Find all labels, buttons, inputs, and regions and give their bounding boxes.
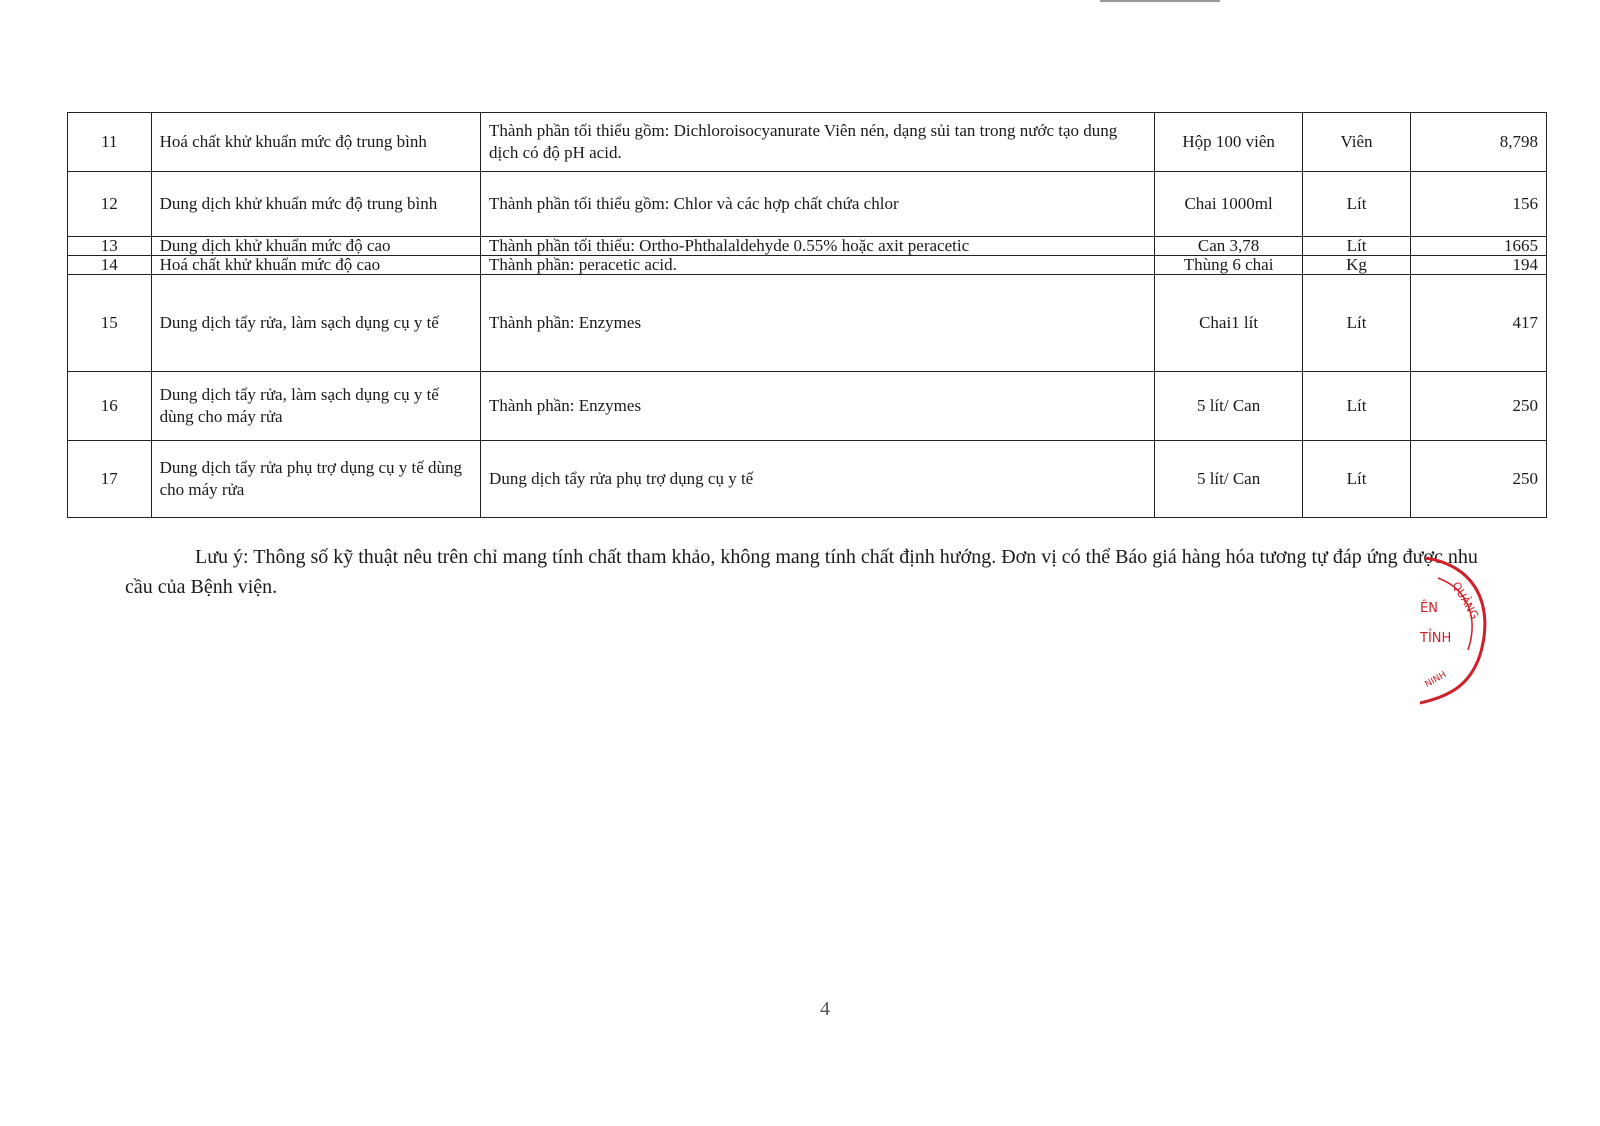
row-number: 16 xyxy=(68,372,152,441)
unit: Lít xyxy=(1303,237,1411,256)
table-row xyxy=(68,256,1547,275)
packaging: Chai 1000ml xyxy=(1155,172,1303,237)
unit: Lít xyxy=(1303,372,1411,441)
technical-spec: Thành phần: peracetic acid. xyxy=(481,256,1155,275)
table-row xyxy=(68,172,1547,237)
product-name: Hoá chất khử khuẩn mức độ cao xyxy=(151,256,480,275)
technical-spec: Thành phần tối thiểu gồm: Dichloroisocyanurate Viên nén, dạng sủi tan trong nước tạo dung dịch có độ pH acid. xyxy=(481,113,1155,172)
packaging: 5 lít/ Can xyxy=(1155,441,1303,518)
unit: Kg xyxy=(1303,256,1411,275)
unit: Lít xyxy=(1303,275,1411,372)
product-spec-table xyxy=(67,112,1547,518)
row-number: 15 xyxy=(68,275,152,372)
unit: Viên xyxy=(1303,113,1411,172)
product-name: Dung dịch khử khuẩn mức độ trung bình xyxy=(151,172,480,237)
svg-text:ÊN: ÊN xyxy=(1420,601,1438,616)
technical-spec: Thành phần tối thiểu: Ortho-Phthalaldehyde 0.55% hoặc axit peracetic xyxy=(481,237,1155,256)
row-number: 17 xyxy=(68,441,152,518)
packaging: Chai1 lít xyxy=(1155,275,1303,372)
unit: Lít xyxy=(1303,172,1411,237)
table-row xyxy=(68,275,1547,372)
quantity: 250 xyxy=(1410,441,1546,518)
technical-spec: Dung dịch tẩy rửa phụ trợ dụng cụ y tế xyxy=(481,441,1155,518)
row-number: 14 xyxy=(68,256,152,275)
reference-note: Lưu ý: Thông số kỹ thuật nêu trên chỉ mang tính chất tham khảo, không mang tính chất định hướng. Đơn vị có thể Báo giá hàng hóa tương tự đáp ứng được nhu cầu của Bệnh viện. xyxy=(125,546,1478,598)
product-name: Dung dịch khử khuẩn mức độ cao xyxy=(151,237,480,256)
svg-text:NINH: NINH xyxy=(1423,669,1449,691)
product-name: Hoá chất khử khuẩn mức độ trung bình xyxy=(151,113,480,172)
quantity: 156 xyxy=(1410,172,1546,237)
table-row xyxy=(68,113,1547,172)
packaging: Can 3,78 xyxy=(1155,237,1303,256)
row-number: 11 xyxy=(68,113,152,172)
row-number: 13 xyxy=(68,237,152,256)
quantity: 1665 xyxy=(1410,237,1546,256)
row-number: 12 xyxy=(68,172,152,237)
table-row xyxy=(68,441,1547,518)
technical-spec: Thành phần tối thiểu gồm: Chlor và các hợp chất chứa chlor xyxy=(481,172,1155,237)
technical-spec: Thành phần: Enzymes xyxy=(481,372,1155,441)
product-name: Dung dịch tẩy rửa, làm sạch dụng cụ y tế dùng cho máy rửa xyxy=(151,372,480,441)
table-row xyxy=(68,372,1547,441)
packaging: Thùng 6 chai xyxy=(1155,256,1303,275)
product-name: Dung dịch tẩy rửa, làm sạch dụng cụ y tế xyxy=(151,275,480,372)
quantity: 417 xyxy=(1410,275,1546,372)
table-row xyxy=(68,237,1547,256)
quantity: 250 xyxy=(1410,372,1546,441)
quantity: 194 xyxy=(1410,256,1546,275)
quantity: 8,798 xyxy=(1410,113,1546,172)
page-number: 4 xyxy=(820,998,830,1020)
svg-text:TỈNH: TỈNH xyxy=(1420,631,1452,646)
svg-text:QUẢNG: QUẢNG xyxy=(1449,579,1482,622)
unit: Lít xyxy=(1303,441,1411,518)
scan-edge-mark xyxy=(1100,0,1220,2)
packaging: 5 lít/ Can xyxy=(1155,372,1303,441)
red-seal-stamp xyxy=(1420,550,1520,720)
technical-spec: Thành phần: Enzymes xyxy=(481,275,1155,372)
product-name: Dung dịch tẩy rửa phụ trợ dụng cụ y tế dùng cho máy rửa xyxy=(151,441,480,518)
packaging: Hộp 100 viên xyxy=(1155,113,1303,172)
